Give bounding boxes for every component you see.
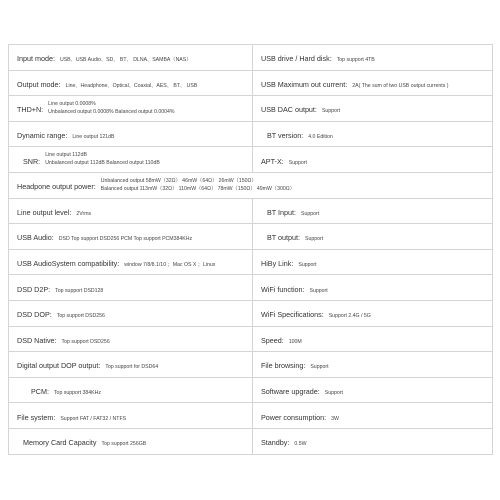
- spec-label: USB AudioSystem compatibility:: [17, 259, 120, 269]
- spec-value: Line output 112dB: [45, 152, 87, 159]
- spec-label: Dynamic range:: [17, 131, 68, 141]
- spec-label: DSD DOP:: [17, 310, 52, 320]
- spec-label: Output mode:: [17, 79, 61, 89]
- spec-value: Line output 121dB: [72, 134, 115, 141]
- spec-label: HiBy Link:: [261, 259, 294, 269]
- spec-value: Unbalanced output 58mW（32Ω） 46mW（64Ω） 26mW（150Ω）: [100, 178, 257, 185]
- spec-label: BT Input:: [267, 207, 297, 217]
- spec-cell-right: [253, 403, 493, 429]
- spec-label: Line output level:: [17, 207, 72, 217]
- spec-label: Software upgrade:: [261, 387, 320, 397]
- spec-value: 100M: [288, 338, 302, 345]
- spec-value: Support: [305, 236, 324, 243]
- spec-label: Memory Card Capacity: [23, 438, 97, 448]
- spec-cell-left: [9, 198, 253, 224]
- spec-cell-left: [9, 45, 253, 71]
- spec-label: File browsing:: [261, 361, 306, 371]
- spec-cell-left: [9, 249, 253, 275]
- spec-label: WiFi function:: [261, 284, 305, 294]
- spec-value: Support: [310, 364, 329, 371]
- spec-value: Support: [321, 108, 341, 115]
- spec-cell-right: [253, 224, 493, 250]
- spec-label: Digital output DOP output:: [17, 361, 101, 371]
- spec-value: DSD Top support DSD256 PCM Top support PCM384KHz: [58, 236, 193, 243]
- spec-row: [9, 326, 493, 352]
- spec-value: Top support DSD256: [56, 313, 105, 320]
- spec-label: USB drive / Hard disk:: [261, 54, 332, 64]
- spec-cell-left: [9, 224, 253, 250]
- spec-row: [9, 403, 493, 429]
- spec-cell-left: [9, 147, 253, 173]
- spec-row: [9, 70, 493, 96]
- spec-value: Unbalanced output 0.0008% Balanced output 0.0004%: [48, 109, 175, 116]
- spec-label: Power consumption:: [261, 412, 327, 422]
- spec-cell-left: [9, 326, 253, 352]
- spec-cell-right: [253, 352, 493, 378]
- spec-value: Support FAT / FAT32 / NTFS: [60, 415, 127, 422]
- spec-cell-right: [253, 428, 493, 454]
- spec-value: Unbalanced output 112dB Balanced output 110dB: [45, 160, 160, 167]
- spec-cell-left: [9, 352, 253, 378]
- spec-row: [9, 45, 493, 71]
- spec-row: [9, 249, 493, 275]
- spec-value: Line、Headphone、Optical、Coaxial、AES、 BT、 USB: [65, 82, 198, 89]
- spec-row: [9, 300, 493, 326]
- spec-value: Support: [298, 262, 317, 269]
- spec-label: USB Audio:: [17, 233, 54, 243]
- spec-cell-right: [253, 377, 493, 403]
- spec-value: 0.5W: [294, 441, 307, 448]
- spec-value: Line output 0.0008%: [48, 101, 96, 108]
- spec-cell-right: [253, 96, 493, 122]
- spec-value: Top support 4TB: [336, 57, 375, 64]
- spec-row: [9, 428, 493, 454]
- spec-value: 4.0 Edition: [308, 134, 333, 141]
- spec-cell-right: [253, 275, 493, 301]
- spec-value: Top support 384KHz: [53, 390, 101, 397]
- spec-value: 2A( The sum of two USB output currents ): [352, 82, 449, 89]
- spec-cell-left: [9, 70, 253, 96]
- spec-cell-right: [253, 198, 493, 224]
- spec-row: [9, 198, 493, 224]
- spec-cell-left: [9, 300, 253, 326]
- spec-cell-right: [253, 249, 493, 275]
- spec-label: Standby:: [261, 438, 290, 448]
- spec-row: [9, 172, 493, 198]
- spec-cell-right: [253, 45, 493, 71]
- spec-value: Support: [301, 210, 320, 217]
- spec-label: WiFi Specifications:: [261, 310, 324, 320]
- spec-label: Speed:: [261, 335, 284, 345]
- spec-label: File system:: [17, 412, 56, 422]
- spec-label: USB DAC output:: [261, 105, 317, 115]
- spec-cell-right: [253, 326, 493, 352]
- spec-value: window 7/8/8.1/10 ；Mac OS X ；Linux: [124, 262, 216, 269]
- spec-cell-left: [9, 403, 253, 429]
- spec-cell-right: [253, 147, 493, 173]
- spec-row: [9, 377, 493, 403]
- spec-label: Input mode:: [17, 54, 55, 64]
- spec-cell-left: [9, 377, 253, 403]
- spec-cell-left: [9, 96, 253, 122]
- spec-value: Top support DSD256: [61, 338, 110, 345]
- spec-value: Support 2.4G / 5G: [328, 313, 371, 320]
- spec-cell-left: [9, 275, 253, 301]
- spec-row: [9, 121, 493, 147]
- spec-cell-right: [253, 300, 493, 326]
- spec-value: Support: [288, 159, 307, 166]
- spec-cell-left: [9, 428, 253, 454]
- spec-row: [9, 224, 493, 250]
- spec-cell-wide: [9, 172, 493, 198]
- spec-value: Top support DSD128: [55, 287, 104, 294]
- spec-label: BT output:: [267, 233, 301, 243]
- spec-value: USB、USB Audio、SD、 BT、 DLNA、SAMBA（NAS）: [59, 57, 192, 64]
- spec-label: PCM:: [31, 387, 49, 397]
- spec-value: Support: [309, 287, 328, 294]
- spec-label: Headpone output power:: [17, 182, 96, 192]
- spec-label: THD+N:: [17, 105, 44, 115]
- spec-row: [9, 96, 493, 122]
- spec-row: [9, 147, 493, 173]
- spec-label: USB Maximum out current:: [261, 79, 348, 89]
- spec-value: Balanced output 113mW（32Ω） 110mW（64Ω） 78mW（150Ω） 49mW（300Ω）: [100, 186, 295, 193]
- spec-row: [9, 352, 493, 378]
- spec-cell-right: [253, 121, 493, 147]
- spec-cell-left: [9, 121, 253, 147]
- spec-value: 3W: [331, 415, 339, 422]
- spec-label: SNR:: [23, 156, 41, 166]
- spec-value: Top support 256GB: [101, 441, 147, 448]
- spec-row: [9, 275, 493, 301]
- spec-value: 2Vrms: [76, 210, 92, 217]
- spec-label: DSD D2P:: [17, 284, 51, 294]
- spec-value: Top support for DSD64: [105, 364, 159, 371]
- spec-value: Support: [324, 390, 343, 397]
- spec-cell-right: [253, 70, 493, 96]
- spec-label: APT-X:: [261, 156, 284, 166]
- spec-label: DSD Native:: [17, 335, 57, 345]
- spec-label: BT version:: [267, 131, 304, 141]
- spec-table: [8, 44, 493, 455]
